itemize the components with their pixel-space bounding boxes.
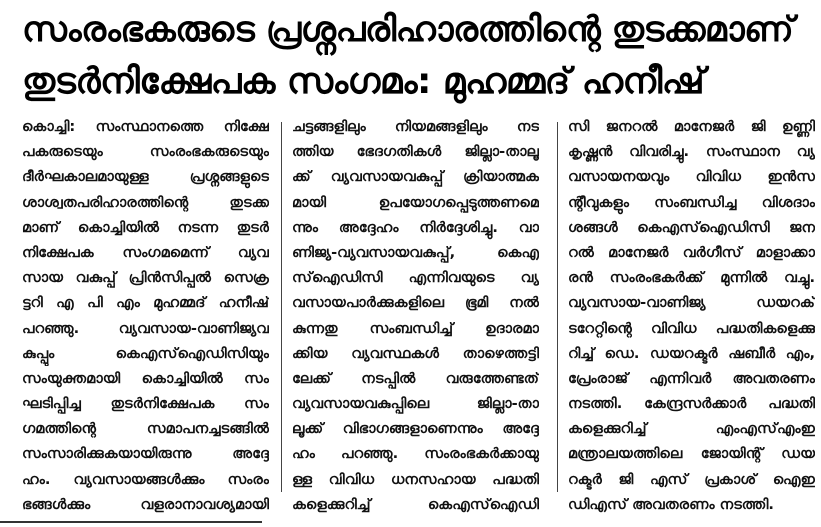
headline [0, 0, 821, 112]
column-divider [281, 122, 282, 492]
article-text-line: നടത്തി. കേന്ദ്രസർക്കാർ പദ്ധതി [568, 395, 815, 413]
bottom-rule [0, 521, 262, 523]
article-text-line: ശാശ്വതപരിഹാരത്തിന്റെ തുടക്ക [22, 193, 269, 211]
article-text-line: വസായപാർക്കുകളിലെ ഭൂമി നൽ [292, 294, 539, 312]
article-text-line: സംസാരിക്കുകയായിരുന്നു അദ്ദേ [22, 445, 269, 463]
article-text-line: കൃഷ്ണൻ വിവരിച്ചു. സംസ്ഥാന വ്യ [568, 143, 815, 161]
article-text-line: ള്ള വിവിധ ധനസഹായ പദ്ധതി [292, 470, 539, 488]
article-text-line: ക്കിയ വ്യവസ്ഥകൾ താഴെത്തട്ടി [292, 344, 539, 362]
article-column-2 [292, 114, 539, 513]
article-text-line: കളെക്കുറിച്ച് എംഎസ്എംഇ [568, 420, 815, 438]
article-text-line: പ്രേംരാജ് എന്നിവർ അവതരണം [568, 369, 815, 387]
article-text-line: റൽ മാനേജർ വർഗീസ് മാളാക്കാ [568, 243, 815, 261]
article-text-line: ഘടിപ്പിച്ച തുടർനിക്ഷേപക സം [22, 395, 269, 413]
article-text-line: കൊച്ചി: സംസ്ഥാനത്തെ നിക്ഷേ [22, 118, 269, 135]
article-text-line: വ്യവസായ-വാണിജ്യ ഡയറക് [568, 294, 815, 312]
article-column-3 [568, 114, 815, 513]
article-text-line: നിക്ഷേപക സംഗമമെന്ന് വ്യവ [22, 243, 269, 261]
article-text-line: ട്ടറി എ പി എം മുഹമ്മദ് ഹനീഷ് [22, 294, 269, 312]
article-text-line: കളെക്കുറിച്ച് കെഎസ്ഐഡി [292, 495, 539, 513]
article-text-line: ശങ്ങൾ കെഎസ്ഐഡിസി ജന [568, 218, 815, 236]
column-divider [557, 122, 558, 492]
article-text-line: സംയുക്തമായി കൊച്ചിയിൽ സം [22, 369, 269, 387]
article-text-line: ടറേറ്റിന്റെ വിവിധ പദ്ധതികളെക്കു [568, 319, 815, 337]
article-text-line: മന്ത്രാലയത്തിലെ ജോയിന്റ് ഡയ [568, 445, 815, 463]
article-text-line: ഹം. വ്യവസായങ്ങൾക്കും സംരം [22, 470, 269, 488]
article-text-line: ന്റീവുകളും സംബന്ധിച്ച വിശദാം [568, 193, 815, 211]
article-text-line: കുപ്പും കെഎസ്ഐഡിസിയും [22, 344, 269, 362]
article-text-line: കുന്നതു സംബന്ധിച്ച് ഉദാരമാ [292, 319, 539, 337]
article-text-line: ഗമത്തിന്റെ സമാപനച്ചടങ്ങിൽ [22, 420, 269, 438]
article-text-line: ഭങ്ങൾക്കും വളരാനാവശ്യമായി [22, 495, 269, 513]
article-text-line: വസായനയവും വിവിധ ഇൻസ [568, 168, 815, 186]
article-text-line: രൻ സംരംഭകർക്ക് മുന്നിൽ വച്ചു. [568, 269, 815, 287]
article-text-line: ഹം പറഞ്ഞു. സംരംഭകർക്കായു [292, 445, 539, 463]
headline-line-2: തുടർനിക്ഷേപക സംഗമം: മുഹമ്മദ് ഹനീഷ് [22, 61, 705, 102]
article-column-1 [22, 114, 269, 513]
article-body [22, 114, 815, 513]
article-text-line: മായി ഉപയോഗപ്പെടുത്തണമെ [292, 193, 539, 211]
article-text-line: മാണ് കൊച്ചിയിൽ നടന്ന തുടർ [22, 218, 269, 236]
headline-line-1: സംരംഭകരുടെ പ്രശ്നപരിഹാരത്തിന്റെ തുടക്കമാണ് [22, 10, 794, 50]
article-text-line: ക്ക് വ്യവസായവകുപ്പ് ക്രിയാത്മക [292, 168, 539, 186]
article-text-line: വ്യവസായവകുപ്പിലെ ജില്ലാ-താ [292, 395, 539, 413]
article-text-line: പകരുടെയും സംരംഭകരുടെയും [22, 143, 269, 161]
article-text-line: ചട്ടങ്ങളിലും നിയമങ്ങളിലും നട [292, 118, 539, 135]
article-text-line: ദീർഘകാലമായുള്ള പ്രശ്നങ്ങളുടെ [22, 168, 269, 186]
article-text-line: ന്നും അദ്ദേഹം നിർദ്ദേശിച്ചു. വാ [292, 218, 539, 236]
article-text-line: ഡിഎസ് അവതരണം നടത്തി. [568, 495, 774, 513]
article-text-line: റക്ടർ ജി എസ് പ്രകാശ് ഐഇ [568, 470, 815, 488]
article-text-line: ലൂക്ക് വിഭാഗങ്ങളാണെന്നും അദ്ദേ [292, 420, 539, 438]
article-text-line: സി ജനറൽ മാനേജർ ജി ഉണ്ണി [568, 118, 815, 135]
article-text-line: റിച്ച് ഡെ. ഡയറക്ടർ ഷബീർ എം, [568, 344, 815, 362]
article-text-line: ത്തിയ ഭേദഗതികൾ ജില്ലാ-താലൂ [292, 143, 539, 161]
article-text-line: ണിജ്യ-വ്യവസായവകുപ്പ്, കെഎ [292, 243, 539, 261]
article-text-line: പറഞ്ഞു. വ്യവസായ-വാണിജ്യവ [22, 319, 269, 337]
article-text-line: സായ വകുപ്പ് പ്രിൻസിപ്പൽ സെക്ര [22, 269, 269, 287]
article-text-line: സ്ഐഡിസി എന്നിവയുടെ വ്യ [292, 269, 539, 287]
article-text-line: ലേക്ക് നടപ്പിൽ വരുത്തേണ്ടത് [292, 369, 539, 387]
